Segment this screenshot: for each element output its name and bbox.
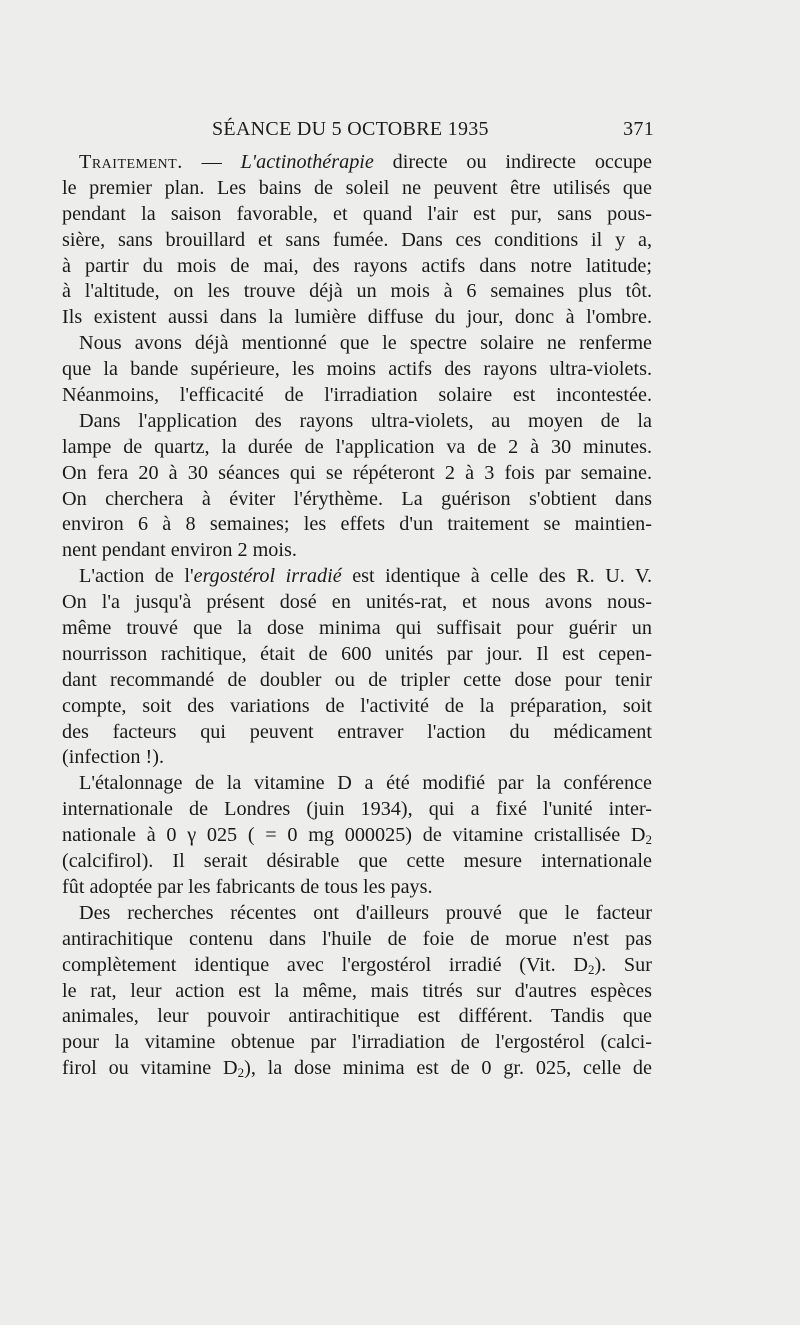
text-fragment: ), la dose minima est de 0 gr. 025, celle de: [244, 1057, 652, 1080]
subscript: 2: [237, 1065, 245, 1081]
body-text: [62, 150, 652, 1082]
text-line: On fera 20 à 30 séances qui se répéteront 2 à 3 fois par semaine.: [62, 461, 652, 484]
text-line: [62, 564, 652, 590]
text-line: dant recommandé de doubler ou de tripler cette dose pour tenir: [62, 668, 652, 691]
paragraph-solar-spectrum: [62, 331, 652, 409]
text-line: L'étalonnage de la vitamine D a été modifié par la conférence: [79, 772, 652, 795]
paragraph-recent-research: [62, 901, 652, 1082]
subscript: 2: [645, 832, 652, 848]
text-line: [62, 953, 652, 979]
em-dash: —: [182, 151, 241, 173]
text-line: Des recherches récentes ont d'ailleurs prouvé que le facteur: [79, 901, 652, 924]
text-line: compte, soit des variations de l'activité de la préparation, soit: [62, 694, 652, 717]
text-line: [62, 823, 652, 849]
subscript: 2: [587, 961, 595, 977]
text-fragment: L'action de l': [79, 565, 194, 588]
paragraph-treatment: [62, 150, 652, 331]
text-line: [62, 150, 652, 176]
text-line: pour la vitamine obtenue par l'irradiation de l'ergostérol (calci-: [62, 1031, 652, 1054]
text-line: On l'a jusqu'à présent dosé en unités-rat, et nous avons nous-: [62, 591, 652, 614]
text-line: sière, sans brouillard et sans fumée. Dans ces conditions il y a,: [62, 228, 652, 251]
text-fragment: directe ou indirecte occupe: [373, 151, 652, 173]
text-line: Néanmoins, l'efficacité de l'irradiation solaire est incontestée.: [62, 384, 652, 407]
text-line: (infection !).: [62, 746, 165, 769]
text-line: des facteurs qui peuvent entraver l'action du médicament: [62, 720, 652, 743]
text-line: antirachitique contenu dans l'huile de foie de morue n'est pas: [62, 927, 652, 950]
text-line: à l'altitude, on les trouve déjà un mois à 6 semaines plus tôt.: [62, 280, 652, 303]
italic-term: L'actinothérapie: [240, 151, 374, 173]
text-fragment: complètement identique avec l'ergostérol irradié (Vit. D: [62, 953, 588, 976]
text-line: le premier plan. Les bains de soleil ne peuvent être utilisés que: [62, 176, 652, 199]
text-line: nourrisson rachitique, était de 600 unités par jour. Il est cepen-: [62, 642, 652, 665]
text-line: nent pendant environ 2 mois.: [62, 539, 297, 562]
text-line: On cherchera à éviter l'érythème. La guérison s'obtient dans: [62, 487, 652, 510]
text-line: animales, leur pouvoir antirachitique est différent. Tandis que: [62, 1005, 652, 1028]
paragraph-ergosterol: [62, 564, 652, 771]
paragraph-calibration: [62, 771, 652, 900]
text-line: Ils existent aussi dans la lumière diffuse du jour, donc à l'ombre.: [62, 306, 652, 329]
text-line: environ 6 à 8 semaines; les effets d'un traitement se maintien-: [62, 513, 652, 536]
text-line: Nous avons déjà mentionné que le spectre solaire ne renferme: [79, 332, 652, 355]
paragraph-ultraviolet: [62, 409, 652, 564]
running-head-title: SÉANCE DU 5 OCTOBRE 1935: [212, 118, 489, 140]
text-line: internationale de Londres (juin 1934), qui a fixé l'unité inter-: [62, 798, 652, 821]
page-number: 371: [623, 118, 654, 140]
text-line: le rat, leur action est la même, mais titrés sur d'autres espèces: [62, 979, 652, 1002]
text-fragment: est identique à celle des R. U. V.: [341, 565, 652, 588]
text-fragment: firol ou vitamine D: [62, 1057, 238, 1080]
text-line: à partir du mois de mai, des rayons actifs dans notre latitude;: [62, 254, 652, 277]
italic-term: ergostérol irradié: [193, 565, 342, 588]
text-line: pendant la saison favorable, et quand l'air est pur, sans pous-: [62, 202, 652, 225]
text-line: même trouvé que la dose minima qui suffisait pour guérir un: [62, 617, 652, 640]
text-line: fût adoptée par les fabricants de tous les pays.: [62, 875, 433, 898]
section-label: Traitement.: [79, 151, 183, 173]
text-line: lampe de quartz, la durée de l'application va de 2 à 30 minutes.: [62, 435, 652, 458]
text-line: (calcifirol). Il serait désirable que cette mesure internationale: [62, 850, 652, 873]
text-line: que la bande supérieure, les moins actifs des rayons ultra-violets.: [62, 358, 652, 381]
text-fragment: nationale à 0 γ 025 ( = 0 mg 000025) de vitamine cristallisée D: [62, 824, 646, 847]
text-fragment: ). Sur: [594, 953, 652, 976]
text-line: [62, 1056, 652, 1082]
text-line: Dans l'application des rayons ultra-violets, au moyen de la: [79, 409, 652, 432]
